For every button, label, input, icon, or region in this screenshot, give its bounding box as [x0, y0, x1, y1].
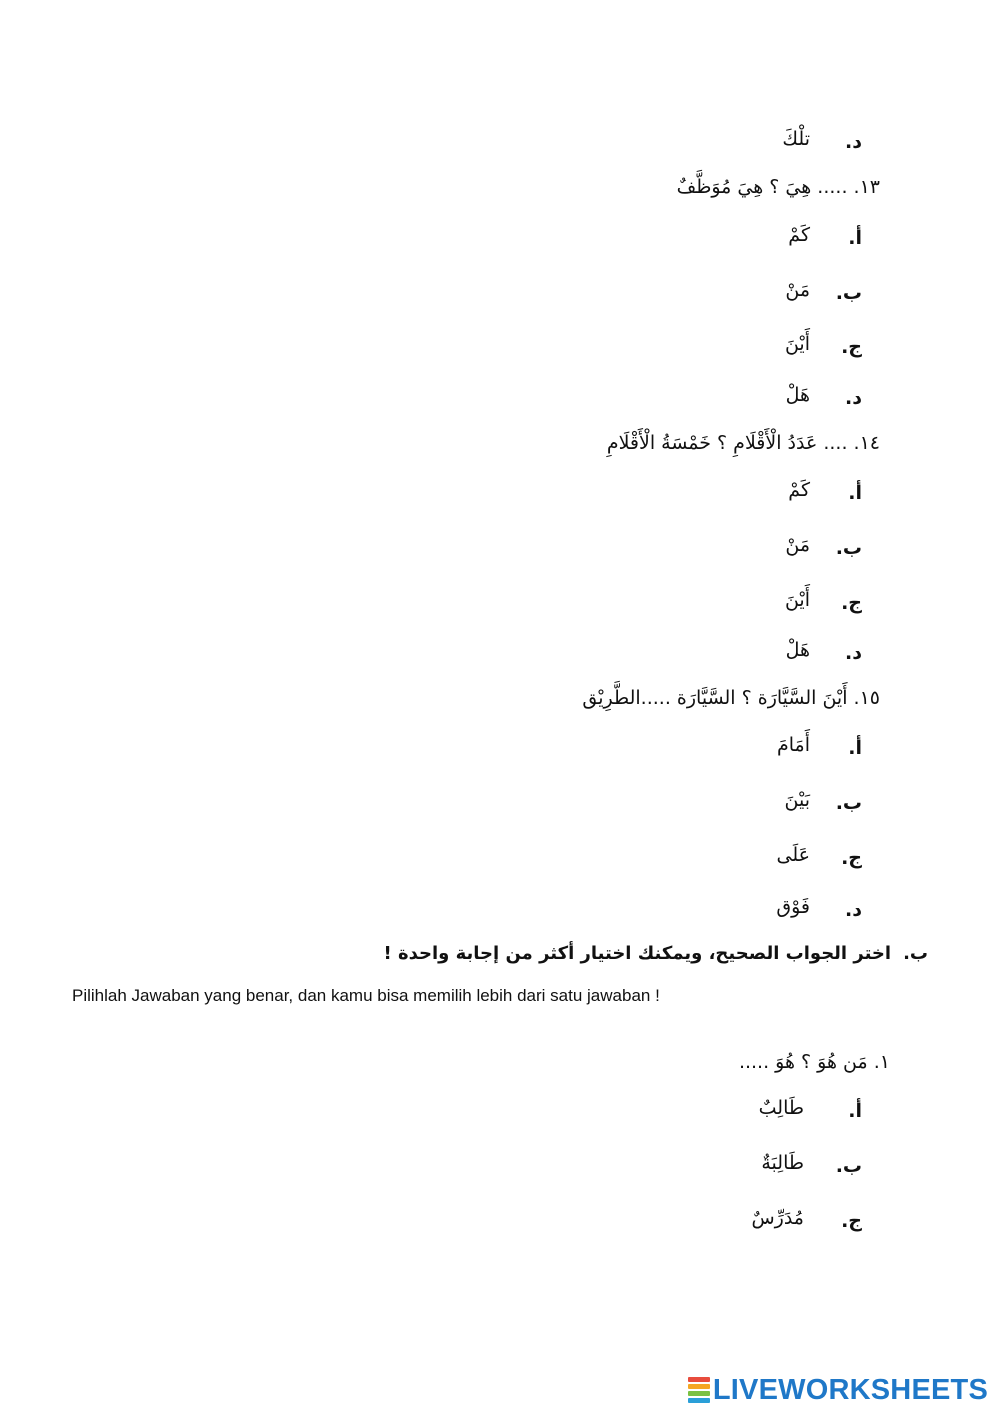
section-b-title: اختر الجواب الصحيح، ويمكنك اختيار أكثر من إجابة واحدة !: [383, 943, 892, 964]
question-15-option-c-letter: ج.: [841, 847, 862, 869]
section-b-q1-option-b-word[interactable]: طَالِبَةٌ: [761, 1152, 804, 1174]
question-13-option-a-letter: أ.: [848, 227, 862, 249]
section-b-q1-option-b-letter: ب.: [835, 1155, 862, 1177]
question-14-option-d-letter: د.: [845, 642, 862, 664]
question-15-option-b-letter: ب.: [835, 792, 862, 814]
question-13-option-d-letter: د.: [845, 387, 862, 409]
question-13-option-c-word[interactable]: أَيْنَ: [784, 333, 810, 355]
question-14-option-a-word[interactable]: كَمْ: [788, 479, 810, 501]
section-b-q1-option-c-letter: ج.: [841, 1210, 862, 1232]
logo-text: LIVEWORKSHEETS: [712, 1373, 988, 1406]
section-b-heading: [384, 945, 928, 963]
option-word: تلْكَ: [782, 128, 810, 150]
question-14-option-c-word[interactable]: أَيْنَ: [784, 589, 810, 611]
question-13-option-b-letter: ب.: [835, 282, 862, 304]
liveworksheets-logo[interactable]: [688, 1374, 988, 1406]
question-14-option-b-word[interactable]: مَنْ: [785, 534, 810, 556]
section-b-instruction: Pilihlah Jawaban yang benar, dan kamu bisa memilih lebih dari satu jawaban !: [72, 986, 660, 1005]
question-13-option-d-word[interactable]: هَلْ: [785, 384, 810, 406]
section-b-q1-option-c-word[interactable]: مُدَرِّسٌ: [751, 1207, 804, 1229]
question-14-option-c-letter: ج.: [841, 592, 862, 614]
question-15-option-c-word[interactable]: عَلَى: [776, 844, 810, 866]
question-13-option-c-letter: ج.: [841, 336, 862, 358]
section-b-letter: ب.: [903, 943, 928, 964]
section-b-q1-option-a-word[interactable]: طَالِبٌ: [758, 1097, 804, 1119]
question-14-option-d-word[interactable]: هَلْ: [785, 639, 810, 661]
question-15-option-d-word[interactable]: فَوْق: [776, 896, 810, 918]
question-15-text: ١٥. أَيْنَ السَّيَّارَة ؟ السَّيَّارَة .....الطَّرِيْق: [582, 687, 880, 709]
logo-mark-bar: [688, 1377, 710, 1382]
question-14-option-a-letter: أ.: [848, 482, 862, 504]
logo-mark-bar: [688, 1398, 710, 1403]
question-14-text: ١٤. .... عَدَدُ الْأَقْلَامِ ؟ خَمْسَةُ الْأَقْلَامِ: [606, 432, 880, 454]
question-14-option-b-letter: ب.: [835, 537, 862, 559]
logo-mark-bar: [688, 1384, 710, 1389]
question-15-option-a-word[interactable]: أَمَامَ: [776, 734, 810, 756]
question-15-option-d-letter: د.: [845, 899, 862, 921]
question-15-option-a-letter: أ.: [848, 737, 862, 759]
question-13-text: ١٣. ..... هِيَ ؟ هِيَ مُوَظَّفٌ: [676, 176, 880, 198]
liveworksheets-logo-icon: [688, 1377, 710, 1403]
question-13-option-a-word[interactable]: كَمْ: [788, 224, 810, 246]
section-b-q1-option-a-letter: أ.: [848, 1100, 862, 1122]
question-13-option-b-word[interactable]: مَنْ: [785, 279, 810, 301]
logo-mark-bar: [688, 1391, 710, 1396]
option-letter: د.: [845, 131, 862, 153]
question-15-option-b-word[interactable]: بَيْنَ: [784, 789, 810, 811]
section-b-question-1-text: ١. مَن هُوَ ؟ هُوَ .....: [738, 1051, 890, 1073]
